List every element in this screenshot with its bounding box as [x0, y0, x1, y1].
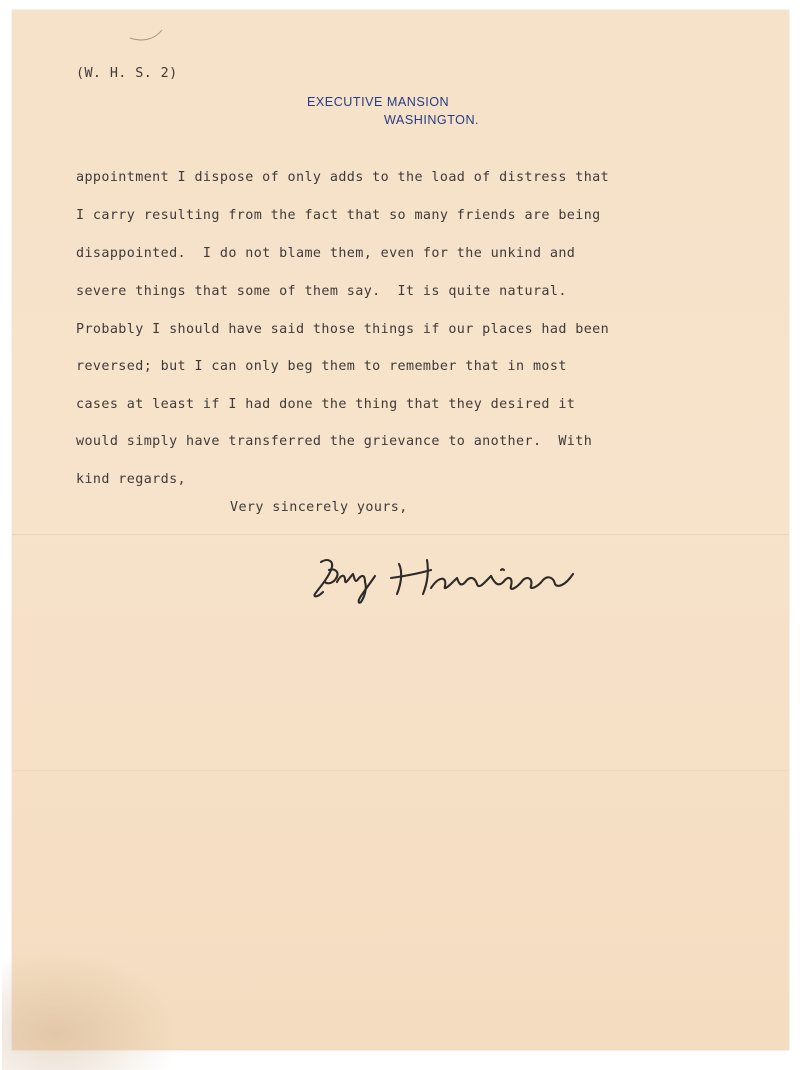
body-line: kind regards, — [76, 472, 187, 487]
body-line: severe things that some of them say. It is quite natural. — [76, 284, 567, 299]
paper-crease-mark — [128, 20, 168, 44]
paper-stain — [2, 950, 182, 1070]
body-line: I carry resulting from the fact that so many friends are being — [76, 208, 601, 223]
body-line: Probably I should have said those things if our places had been — [76, 322, 610, 337]
letterhead-title: EXECUTIVE MANSION — [307, 95, 450, 109]
letterhead-location: WASHINGTON. — [384, 113, 480, 127]
body-line: cases at least if I had done the thing that they desired it — [76, 397, 576, 412]
reference-code: (W. H. S. 2) — [76, 66, 178, 81]
closing-salutation: Very sincerely yours, — [230, 500, 408, 515]
body-line: disappointed. I do not blame them, even for the unkind and — [76, 246, 576, 261]
body-line: would simply have transferred the grievance to another. With — [76, 434, 593, 449]
letter-page — [12, 10, 789, 1050]
page-fold-line — [12, 770, 789, 772]
body-line: appointment I dispose of only adds to the load of distress that — [76, 170, 610, 185]
page-fold-line — [12, 534, 789, 536]
body-line: reversed; but I can only beg them to remember that in most — [76, 359, 567, 374]
handwritten-signature — [305, 548, 605, 608]
